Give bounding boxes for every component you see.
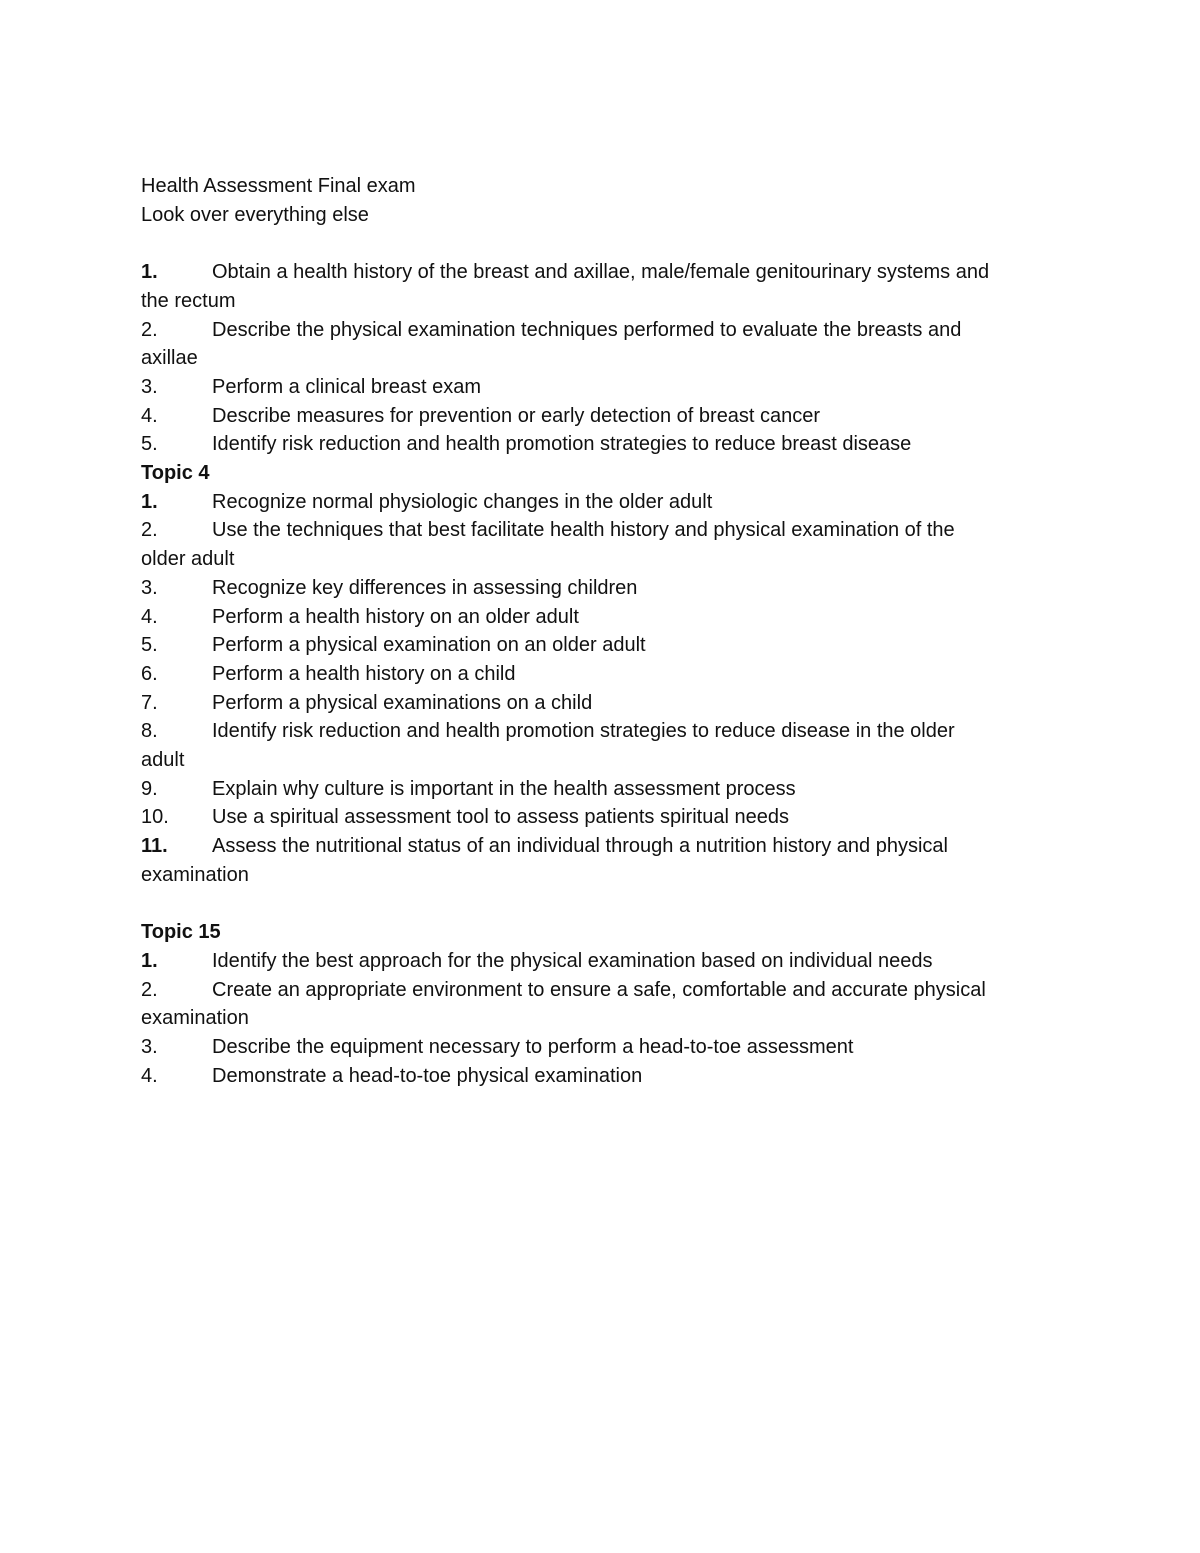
list-item bbox=[141, 1033, 1081, 1062]
list-item-line bbox=[141, 574, 1081, 603]
list-item-line bbox=[141, 832, 1081, 861]
list-item-number: 8. bbox=[141, 720, 158, 743]
list-item-text: Describe the equipment necessary to perform a head-to-toe assessment bbox=[212, 1036, 854, 1059]
list-item-continuation: the rectum bbox=[141, 289, 236, 312]
document-title: Health Assessment Final exam bbox=[141, 175, 416, 197]
list-item-line bbox=[141, 373, 1081, 402]
list-item bbox=[141, 803, 1081, 832]
list-item bbox=[141, 574, 1081, 603]
objectives-list-topic-4 bbox=[141, 488, 1081, 890]
list-item-number: 1. bbox=[141, 490, 158, 513]
list-item-line bbox=[141, 488, 1081, 517]
list-item-text: Perform a clinical breast exam bbox=[212, 375, 481, 398]
list-item-number: 7. bbox=[141, 691, 158, 714]
list-item-line bbox=[141, 258, 1081, 287]
list-item-line bbox=[141, 689, 1081, 718]
list-item-line bbox=[141, 631, 1081, 660]
list-item-text: Perform a health history on an older adult bbox=[212, 605, 579, 628]
objectives-list-topic-15 bbox=[141, 947, 1081, 1091]
document-subtitle: Look over everything else bbox=[141, 203, 369, 226]
list-item bbox=[141, 717, 1081, 774]
list-item-continuation: examination bbox=[141, 863, 249, 886]
list-item-line bbox=[141, 603, 1081, 632]
list-item bbox=[141, 832, 1081, 889]
list-item-number: 11. bbox=[141, 835, 168, 858]
list-item-text: Recognize normal physiologic changes in the older adult bbox=[212, 490, 713, 513]
list-item bbox=[141, 660, 1081, 689]
list-item-number: 3. bbox=[141, 1036, 158, 1059]
list-item-number: 3. bbox=[141, 375, 158, 398]
list-item-text: Identify risk reduction and health promotion strategies to reduce breast disease bbox=[212, 433, 912, 456]
list-item-continuation: older adult bbox=[141, 548, 235, 571]
list-item-line bbox=[141, 947, 1081, 976]
list-item-text: Identify the best approach for the physical examination based on individual needs bbox=[212, 949, 933, 972]
list-item-line bbox=[141, 803, 1081, 832]
list-item-number: 10. bbox=[141, 806, 169, 829]
list-item-line bbox=[141, 516, 1081, 545]
list-item bbox=[141, 516, 1081, 573]
list-item bbox=[141, 316, 1081, 373]
objectives-list-intro bbox=[141, 258, 1081, 459]
list-item bbox=[141, 258, 1081, 315]
list-item bbox=[141, 488, 1081, 517]
list-item-number: 2. bbox=[141, 978, 158, 1001]
list-item-number: 4. bbox=[141, 404, 158, 427]
list-item-text: Obtain a health history of the breast and axillae, male/female genitourinary systems and bbox=[212, 261, 990, 284]
list-item-text: Use a spiritual assessment tool to assess patients spiritual needs bbox=[212, 806, 789, 829]
list-item-text: Describe the physical examination techniques performed to evaluate the breasts and bbox=[212, 318, 962, 341]
list-item-line bbox=[141, 430, 1081, 459]
list-item-number: 2. bbox=[141, 318, 158, 341]
list-item-continuation: examination bbox=[141, 1007, 249, 1030]
list-item bbox=[141, 947, 1081, 976]
list-item-line bbox=[141, 660, 1081, 689]
topic-15-heading: Topic 15 bbox=[141, 921, 221, 944]
list-item-text: Perform a health history on a child bbox=[212, 662, 516, 685]
list-item-continuation: axillae bbox=[141, 347, 198, 370]
list-item-number: 2. bbox=[141, 519, 158, 542]
list-item-number: 3. bbox=[141, 576, 158, 599]
spacer bbox=[141, 890, 1081, 919]
list-item-line bbox=[141, 1062, 1081, 1091]
list-item-line bbox=[141, 1033, 1081, 1062]
list-item-text: Demonstrate a head-to-toe physical examination bbox=[212, 1064, 643, 1087]
list-item-line bbox=[141, 775, 1081, 804]
list-item-number: 9. bbox=[141, 777, 158, 800]
list-item bbox=[141, 976, 1081, 1033]
list-item-text: Describe measures for prevention or early detection of breast cancer bbox=[212, 404, 821, 427]
list-item-number: 4. bbox=[141, 605, 158, 628]
list-item bbox=[141, 373, 1081, 402]
list-item-text: Assess the nutritional status of an individual through a nutrition history and physical bbox=[212, 835, 948, 858]
spacer bbox=[141, 229, 1081, 258]
list-item bbox=[141, 631, 1081, 660]
list-item-number: 5. bbox=[141, 634, 158, 657]
list-item bbox=[141, 689, 1081, 718]
list-item-text: Use the techniques that best facilitate health history and physical examination of the bbox=[212, 519, 955, 542]
topic-4-heading: Topic 4 bbox=[141, 462, 210, 485]
list-item-continuation: adult bbox=[141, 749, 185, 772]
document-page bbox=[141, 172, 1081, 1090]
list-item-text: Identify risk reduction and health promotion strategies to reduce disease in the older bbox=[212, 720, 955, 743]
list-item-number: 6. bbox=[141, 662, 158, 685]
list-item bbox=[141, 430, 1081, 459]
list-item bbox=[141, 775, 1081, 804]
list-item-text: Explain why culture is important in the health assessment process bbox=[212, 777, 796, 800]
list-item bbox=[141, 402, 1081, 431]
list-item bbox=[141, 603, 1081, 632]
list-item-number: 1. bbox=[141, 261, 158, 284]
list-item-line bbox=[141, 976, 1081, 1005]
list-item-text: Perform a physical examinations on a child bbox=[212, 691, 593, 714]
list-item-text: Perform a physical examination on an older adult bbox=[212, 634, 646, 657]
list-item-text: Create an appropriate environment to ensure a safe, comfortable and accurate physical bbox=[212, 978, 986, 1001]
list-item-text: Recognize key differences in assessing children bbox=[212, 576, 638, 599]
list-item-number: 5. bbox=[141, 433, 158, 456]
list-item-line bbox=[141, 402, 1081, 431]
list-item-line bbox=[141, 316, 1081, 345]
list-item bbox=[141, 1062, 1081, 1091]
list-item-number: 1. bbox=[141, 949, 158, 972]
list-item-number: 4. bbox=[141, 1064, 158, 1087]
list-item-line bbox=[141, 717, 1081, 746]
